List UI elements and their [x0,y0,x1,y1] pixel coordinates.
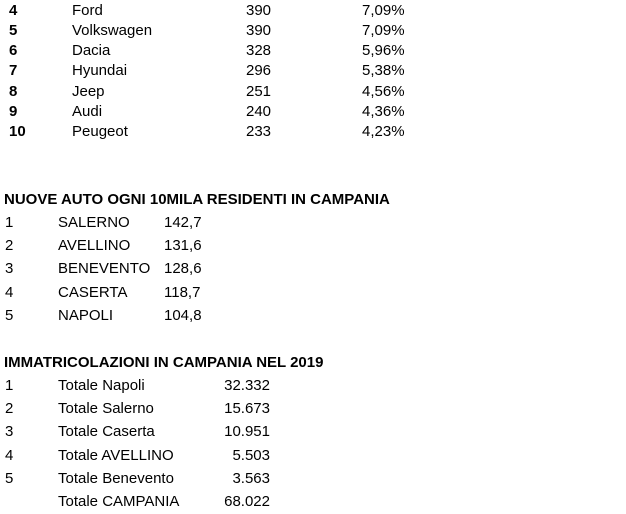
count-cell: 390 [246,22,272,39]
rank-cell: 1 [5,214,14,231]
rank-cell: 5 [9,22,18,39]
table-row [0,399,626,419]
province-cell: AVELLINO [58,237,131,254]
percent-cell: 5,96% [362,42,405,59]
percent-cell: 7,09% [362,2,405,19]
rank-cell: 1 [5,377,14,394]
value-cell: 15.673 [224,400,270,417]
rank-cell: 8 [9,83,18,100]
table-row [0,306,626,326]
brand-cell: Ford [72,2,103,19]
rank-cell: 10 [9,123,26,140]
table-row [0,1,626,21]
value-cell: 142,7 [164,214,202,231]
rank-cell: 9 [9,103,18,120]
label-cell: Totale Benevento [58,470,174,487]
count-cell: 251 [246,83,272,100]
province-cell: SALERNO [58,214,130,231]
count-cell: 328 [246,42,272,59]
section-title-registrations: IMMATRICOLAZIONI IN CAMPANIA NEL 2019 [4,354,324,371]
rank-cell: 4 [5,284,14,301]
rank-cell: 4 [5,447,14,464]
count-cell: 296 [246,62,272,79]
table-row [0,82,626,102]
count-cell: 240 [246,103,272,120]
percent-cell: 4,36% [362,103,405,120]
table-row [0,259,626,279]
rank-cell: 5 [5,307,14,324]
table-row [0,283,626,303]
rank-cell: 2 [5,237,14,254]
province-cell: BENEVENTO [58,260,151,277]
rank-cell: 4 [9,2,18,19]
table-row [0,236,626,256]
table-row [0,376,626,396]
label-cell: Totale AVELLINO [58,447,174,464]
rank-cell: 6 [9,42,18,59]
brand-cell: Volkswagen [72,22,153,39]
count-cell: 390 [246,2,272,19]
table-row [0,41,626,61]
table-row [0,446,626,466]
brand-cell: Dacia [72,42,111,59]
value-cell: 128,6 [164,260,202,277]
brand-cell: Jeep [72,83,105,100]
brand-cell: Hyundai [72,62,128,79]
rank-cell: 7 [9,62,18,79]
brand-cell: Audi [72,103,103,120]
table-row [0,213,626,233]
percent-cell: 5,38% [362,62,405,79]
table-row [0,469,626,489]
rank-cell: 2 [5,400,14,417]
section-title-per-residents: NUOVE AUTO OGNI 10MILA RESIDENTI IN CAMPANIA [4,191,390,208]
value-cell: 118,7 [164,284,201,301]
province-cell: CASERTA [58,284,128,301]
province-cell: NAPOLI [58,307,114,324]
table-row [0,61,626,81]
rank-cell: 3 [5,260,14,277]
value-cell: 104,8 [164,307,202,324]
value-cell: 5.503 [232,447,270,464]
value-cell: 10.951 [224,423,270,440]
table-row [0,122,626,142]
count-cell: 233 [246,123,272,140]
label-cell: Totale CAMPANIA [58,493,180,510]
value-cell: 131,6 [164,237,202,254]
label-cell: Totale Napoli [58,377,145,394]
percent-cell: 4,23% [362,123,405,140]
table-row-total [0,492,626,512]
percent-cell: 7,09% [362,22,405,39]
rank-cell: 3 [5,423,14,440]
percent-cell: 4,56% [362,83,405,100]
value-cell: 32.332 [224,377,270,394]
table-row [0,102,626,122]
brand-cell: Peugeot [72,123,128,140]
table-row [0,21,626,41]
label-cell: Totale Salerno [58,400,154,417]
table-row [0,422,626,442]
rank-cell: 5 [5,470,14,487]
value-cell: 68.022 [224,493,270,510]
value-cell: 3.563 [232,470,270,487]
label-cell: Totale Caserta [58,423,155,440]
